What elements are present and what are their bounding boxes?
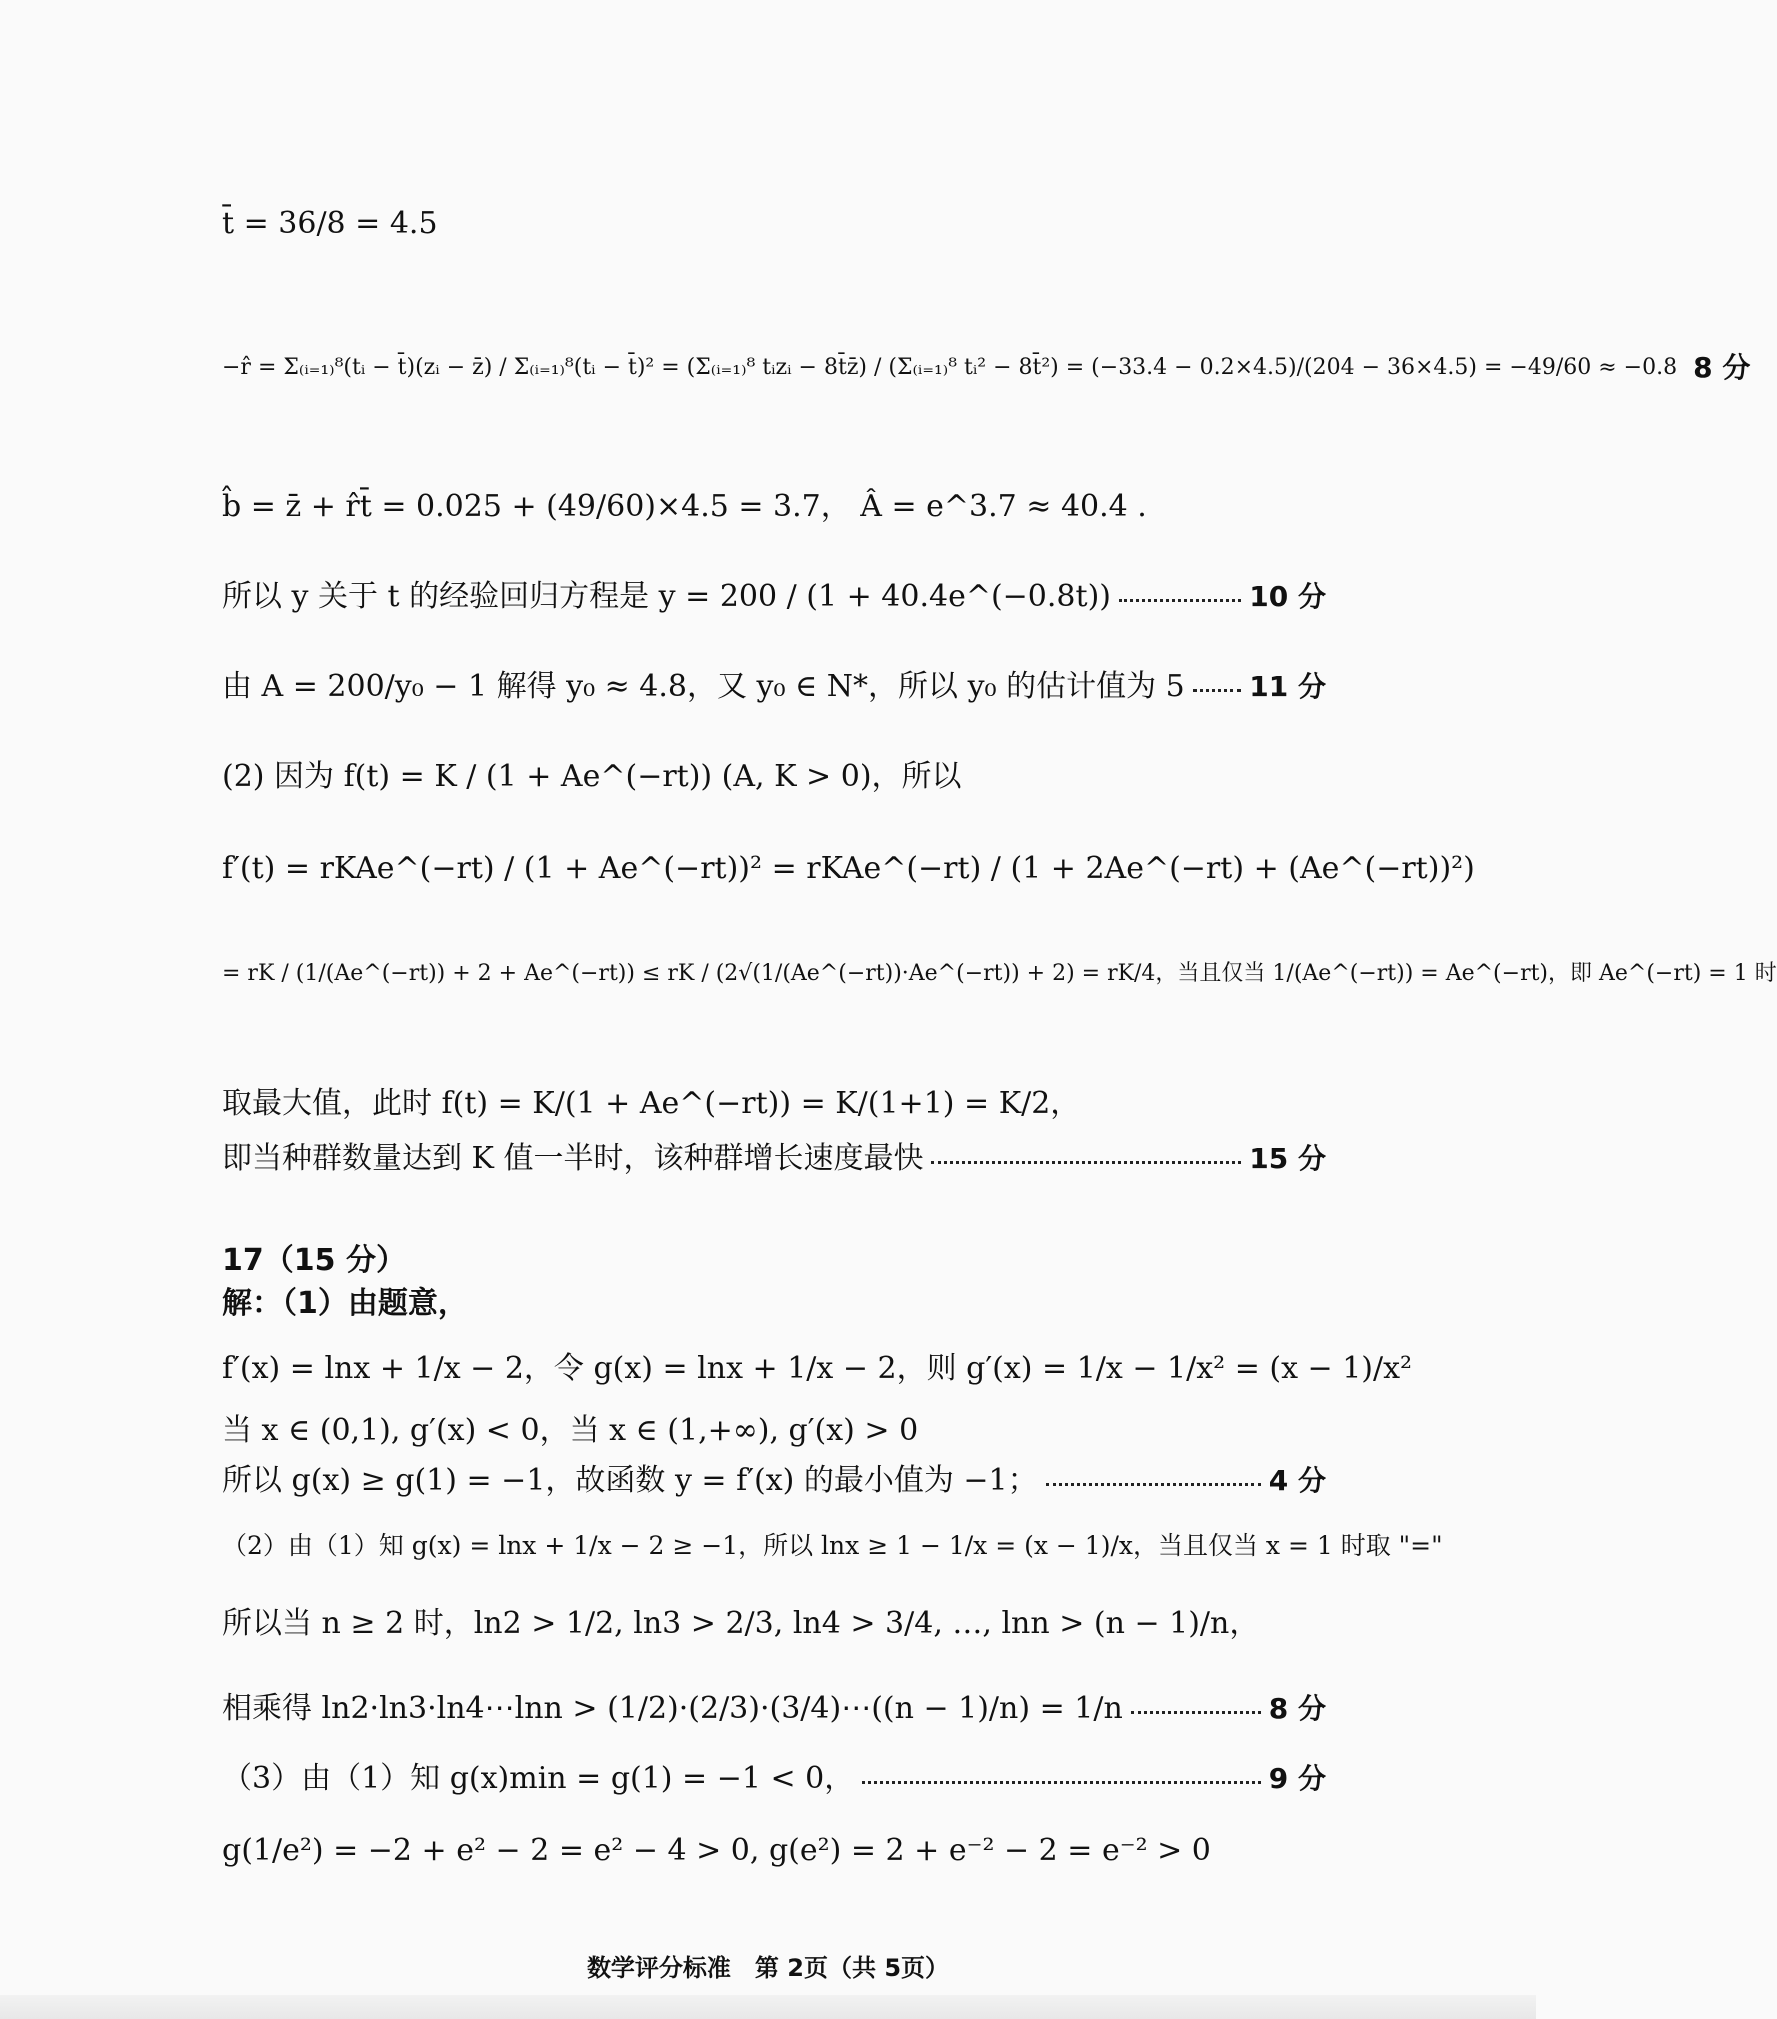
line-monotonicity: 当 x ∈ (0,1), g′(x) < 0，当 x ∈ (1,+∞), g′(x) > 0: [222, 1413, 919, 1448]
line-tbar: t̄ = 36/8 = 4.5: [222, 206, 438, 241]
scan-edge: [0, 1995, 1536, 2019]
line-product: 相乘得 ln2·ln3·ln4⋯lnn > (1/2)·(2/3)·(3/4)⋯((n − 1)/n) = 1/n 8 分: [222, 1691, 1326, 1726]
line-log-chain: 所以当 n ≥ 2 时，ln2 > 1/2, ln3 > 2/3, ln4 > 3/4, …, lnn > (n − 1)/n，: [222, 1606, 1260, 1641]
line-derivative: f′(t) = rKAe^(−rt) / (1 + Ae^(−rt))² = rKAe^(−rt) / (1 + 2Ae^(−rt) + (Ae^(−rt))²): [222, 851, 1475, 886]
line-minimum: 所以 g(x) ≥ g(1) = −1，故函数 y = f′(x) 的最小值为 −1； 4 分: [222, 1463, 1326, 1498]
line-maximum: 取最大值，此时 f(t) = K/(1 + Ae^(−rt)) = K/(1+1) = K/2，: [222, 1086, 1081, 1121]
line-r-estimate: −r̂ = Σ₍ᵢ₌₁₎⁸(tᵢ − t̄)(zᵢ − z̄) / Σ₍ᵢ₌₁₎⁸(tᵢ − t̄)² = (Σ₍ᵢ₌₁₎⁸ tᵢzᵢ − 8t̄z̄) / (Σ₍ᵢ₌₁₎⁸ tᵢ² − 8t̄²) = (−33.4 − 0.2×4.5)/(204 − 36×4.5) = −49/60 ≈ −0.8 8 分: [222, 351, 1751, 384]
line-conclusion: 即当种群数量达到 K 值一半时，该种群增长速度最快 15 分: [222, 1141, 1326, 1176]
line-inequality: = rK / (1/(Ae^(−rt)) + 2 + Ae^(−rt)) ≤ rK / (2√(1/(Ae^(−rt))·Ae^(−rt)) + 2) = rK/4，当且仅当 1/(Ae^(−rt)) = Ae^(−rt)，即 Ae^(−rt) = 1 时: [222, 961, 1777, 986]
line-y0-estimate: 由 A = 200/y₀ − 1 解得 y₀ ≈ 4.8，又 y₀ ∈ N*，所以 y₀ 的估计值为 5 11 分: [222, 669, 1326, 704]
page-footer: 数学评分标准 第 2页（共 5页）: [586, 1954, 950, 1982]
line-part2-log-inequality: （2）由（1）知 g(x) = lnx + 1/x − 2 ≥ −1，所以 lnx ≥ 1 − 1/x = (x − 1)/x，当且仅当 x = 1 时取 "=": [222, 1531, 1443, 1560]
solution-label: 解：（1）由题意，: [222, 1286, 468, 1321]
line-b-estimate: b̂ = z̄ + r̂t̄ = 0.025 + (49/60)×4.5 = 3.7， Â = e^3.7 ≈ 40.4 .: [222, 489, 1147, 524]
line-regression-equation: 所以 y 关于 t 的经验回归方程是 y = 200 / (1 + 40.4e^(−0.8t)) 10 分: [222, 579, 1326, 614]
line-f-derivative: f′(x) = lnx + 1/x − 2，令 g(x) = lnx + 1/x − 2，则 g′(x) = 1/x − 1/x² = (x − 1)/x²: [222, 1351, 1413, 1386]
line-g-values: g(1/e²) = −2 + e² − 2 = e² − 4 > 0, g(e²) = 2 + e⁻² − 2 = e⁻² > 0: [222, 1833, 1211, 1868]
line-part3-minimum: （3）由（1）知 g(x)min = g(1) = −1 < 0， 9 分: [222, 1761, 1326, 1796]
problem-17-heading: 17（15 分）: [222, 1243, 406, 1278]
line-part2-intro: (2) 因为 f(t) = K / (1 + Ae^(−rt)) (A, K > 0)，所以: [222, 759, 962, 794]
